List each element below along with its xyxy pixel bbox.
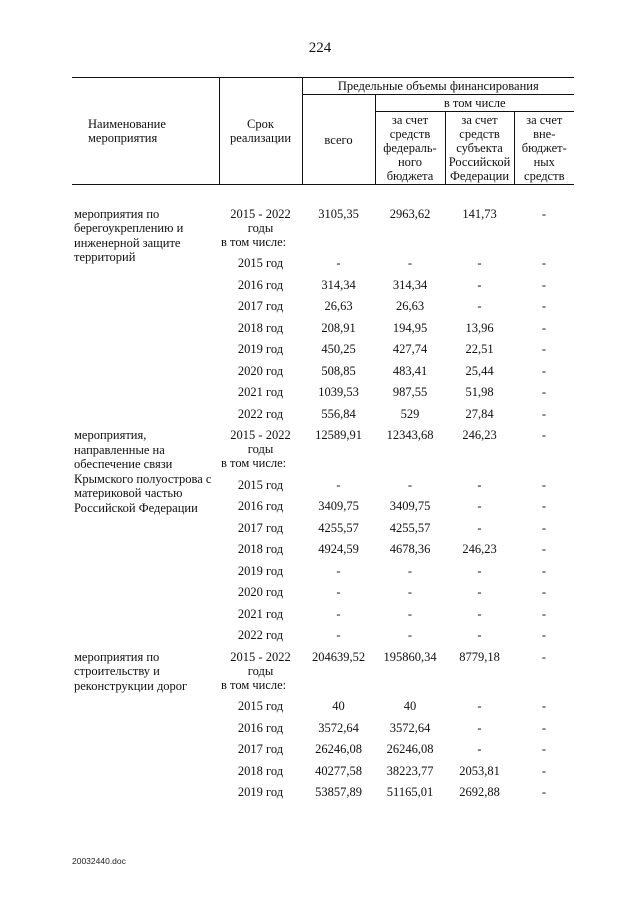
year-federal-value: - xyxy=(407,606,413,621)
section-total-value: 3105,35 xyxy=(318,206,359,221)
empty-cell xyxy=(375,456,445,478)
year-extrabudget-value: - xyxy=(541,720,547,735)
year-label: 2017 год xyxy=(237,742,284,756)
year-label: 2015 год xyxy=(237,699,284,713)
year-regional-value: 25,44 xyxy=(465,363,494,378)
year-total-value: - xyxy=(336,606,341,621)
year-extrabudget-value: - xyxy=(541,299,547,313)
year-extrabudget-value: - xyxy=(541,742,547,756)
empty-cell xyxy=(445,456,514,478)
year-total-value: 208,91 xyxy=(321,320,356,335)
year-regional-value: 27,84 xyxy=(465,406,494,421)
year-regional-value: 51,98 xyxy=(465,385,494,399)
year-federal-value: 427,74 xyxy=(392,342,428,356)
year-federal-value: 3572,64 xyxy=(389,720,431,735)
year-regional-value: 22,51 xyxy=(465,342,494,356)
empty-cell xyxy=(302,456,375,478)
year-extrabudget-value: - xyxy=(541,763,547,778)
section-federal-value: 12343,68 xyxy=(386,428,434,442)
year-regional-value: 2053,81 xyxy=(459,763,500,778)
year-regional-value: - xyxy=(477,563,482,578)
page-number: 224 xyxy=(308,40,332,56)
year-federal-value: 26,63 xyxy=(395,299,425,313)
section-extrabudget-value: - xyxy=(541,428,547,442)
year-regional-value: - xyxy=(477,720,482,735)
year-total-value: 1039,53 xyxy=(318,385,359,399)
section-extrabudget-value: - xyxy=(541,206,547,221)
year-label: 2021 год xyxy=(237,385,284,399)
year-regional-value: - xyxy=(477,585,482,599)
year-extrabudget-value: - xyxy=(541,342,547,356)
section-total-value: 204639,52 xyxy=(311,649,366,664)
year-total-value: 40277,58 xyxy=(315,763,362,778)
section-period: 2015 - 2022 годы xyxy=(230,649,291,678)
year-federal-value: 483,41 xyxy=(392,363,428,378)
section-name: мероприятия по берегоукреплению и инженерной защите территорий xyxy=(74,206,184,264)
year-federal-value: 51165,01 xyxy=(386,785,434,799)
section-total-row xyxy=(72,207,574,235)
section-federal-value: 2963,62 xyxy=(389,206,431,221)
year-extrabudget-value: - xyxy=(541,699,547,713)
year-label: 2016 год xyxy=(237,277,284,292)
header-federal: за счет средств федераль-ного бюджета xyxy=(375,112,445,185)
year-regional-value: - xyxy=(477,606,482,621)
empty-cell xyxy=(514,678,574,700)
section-name: мероприятия по строительству и реконструкции дорог xyxy=(74,649,188,693)
year-regional-value: - xyxy=(477,499,482,513)
year-label: 2016 год xyxy=(237,720,284,735)
year-regional-value: - xyxy=(477,477,482,492)
funding-table-header xyxy=(72,78,574,185)
year-total-value: - xyxy=(336,585,341,599)
document-id: 20032440.doc xyxy=(72,856,126,866)
year-federal-value: 987,55 xyxy=(392,385,428,399)
year-federal-value: - xyxy=(407,585,413,599)
year-regional-value: 246,23 xyxy=(462,542,497,556)
year-label: 2019 год xyxy=(237,785,284,799)
header-regional: за счет средств субъекта Российской Федерации xyxy=(445,112,514,185)
year-total-value: - xyxy=(336,477,341,492)
year-extrabudget-value: - xyxy=(541,256,547,270)
year-federal-value: 4678,36 xyxy=(389,542,431,556)
year-regional-value: - xyxy=(477,256,482,270)
header-name: Наименование мероприятия xyxy=(72,78,219,185)
empty-cell xyxy=(302,678,375,700)
year-label: 2018 год xyxy=(237,542,284,556)
year-regional-value: - xyxy=(477,742,482,756)
year-total-value: 53857,89 xyxy=(315,785,362,799)
year-extrabudget-value: - xyxy=(541,406,547,421)
section-total-row xyxy=(72,650,574,678)
year-regional-value: 13,96 xyxy=(465,320,494,335)
including-label: в том числе: xyxy=(221,677,287,692)
year-label: 2020 год xyxy=(237,585,284,599)
section-extrabudget-value: - xyxy=(541,649,547,664)
year-extrabudget-value: - xyxy=(541,585,547,599)
year-total-value: 3409,75 xyxy=(318,499,359,513)
empty-cell xyxy=(302,235,375,257)
year-total-value: 4255,57 xyxy=(318,520,359,535)
year-total-value: - xyxy=(336,628,341,642)
year-label: 2019 год xyxy=(237,342,284,356)
section-period: 2015 - 2022 годы xyxy=(230,206,291,235)
year-label: 2015 год xyxy=(237,256,284,270)
year-label: 2018 год xyxy=(237,763,284,778)
year-extrabudget-value: - xyxy=(541,628,547,642)
year-federal-value: - xyxy=(407,256,413,270)
year-total-value: 40 xyxy=(332,699,345,713)
year-regional-value: - xyxy=(477,628,482,642)
year-total-value: 450,25 xyxy=(321,342,356,356)
year-extrabudget-value: - xyxy=(541,542,547,556)
year-extrabudget-value: - xyxy=(541,520,547,535)
year-federal-value: - xyxy=(407,477,413,492)
year-total-value: 314,34 xyxy=(321,277,356,292)
year-extrabudget-value: - xyxy=(541,363,547,378)
funding-table xyxy=(72,77,574,807)
year-federal-value: - xyxy=(407,628,413,642)
year-extrabudget-value: - xyxy=(541,499,547,513)
including-label: в том числе: xyxy=(221,234,287,249)
year-extrabudget-value: - xyxy=(541,606,547,621)
year-extrabudget-value: - xyxy=(541,320,547,335)
year-total-value: 26246,08 xyxy=(315,742,362,756)
year-total-value: - xyxy=(336,563,341,578)
year-federal-value: 4255,57 xyxy=(389,520,431,535)
section-name: мероприятия, направленные на обеспечение связи Крымского полуострова с материковой частью Российской Федерации xyxy=(74,428,212,515)
empty-cell xyxy=(375,678,445,700)
year-extrabudget-value: - xyxy=(541,385,547,399)
year-federal-value: 38223,77 xyxy=(386,763,434,778)
section-total-row xyxy=(72,428,574,456)
year-label: 2022 год xyxy=(237,406,284,421)
year-total-value: 3572,64 xyxy=(318,720,359,735)
year-federal-value: 314,34 xyxy=(392,277,428,292)
year-federal-value: - xyxy=(407,563,413,578)
year-label: 2015 год xyxy=(237,477,284,492)
empty-cell xyxy=(514,235,574,257)
year-label: 2019 год xyxy=(237,563,284,578)
year-total-value: 26,63 xyxy=(324,299,353,313)
section-regional-value: 8779,18 xyxy=(459,649,500,664)
year-federal-value: 529 xyxy=(400,406,420,421)
year-federal-value: 40 xyxy=(403,699,417,713)
year-total-value: - xyxy=(336,256,341,270)
year-label: 2022 год xyxy=(237,628,284,642)
year-extrabudget-value: - xyxy=(541,785,547,799)
year-extrabudget-value: - xyxy=(541,477,547,492)
year-federal-value: 194,95 xyxy=(392,320,428,335)
empty-cell xyxy=(445,678,514,700)
year-label: 2021 год xyxy=(237,606,284,621)
year-regional-value: - xyxy=(477,277,482,292)
year-extrabudget-value: - xyxy=(541,563,547,578)
section-total-value: 12589,91 xyxy=(315,428,362,442)
empty-cell xyxy=(514,456,574,478)
year-label: 2017 год xyxy=(237,520,284,535)
year-label: 2017 год xyxy=(237,299,284,313)
section-federal-value: 195860,34 xyxy=(383,649,437,664)
header-extrabudget: за счет вне-бюджет-ных средств xyxy=(514,112,574,185)
including-label: в том числе: xyxy=(221,456,287,470)
year-regional-value: - xyxy=(477,520,482,535)
empty-cell xyxy=(445,235,514,257)
year-label: 2018 год xyxy=(237,320,284,335)
year-extrabudget-value: - xyxy=(541,277,547,292)
year-federal-value: 3409,75 xyxy=(389,499,431,513)
year-total-value: 508,85 xyxy=(321,363,356,378)
year-regional-value: - xyxy=(477,299,482,313)
section-regional-value: 141,73 xyxy=(462,206,497,221)
year-federal-value: 26246,08 xyxy=(386,742,434,756)
empty-cell xyxy=(375,235,445,257)
year-total-value: 4924,59 xyxy=(318,542,359,556)
year-total-value: 556,84 xyxy=(321,406,356,421)
header-period: Срок реализации xyxy=(219,78,302,185)
header-funding-group: Предельные объемы финансирования xyxy=(302,78,574,95)
section-regional-value: 246,23 xyxy=(462,428,497,442)
section-period: 2015 - 2022 годы xyxy=(230,428,291,456)
year-regional-value: - xyxy=(477,699,482,713)
year-label: 2016 год xyxy=(237,499,284,513)
year-label: 2020 год xyxy=(237,363,284,378)
header-total: всего xyxy=(302,95,375,185)
header-including-group: в том числе xyxy=(375,95,574,112)
year-regional-value: 2692,88 xyxy=(459,785,500,799)
funding-table-body xyxy=(72,185,574,807)
